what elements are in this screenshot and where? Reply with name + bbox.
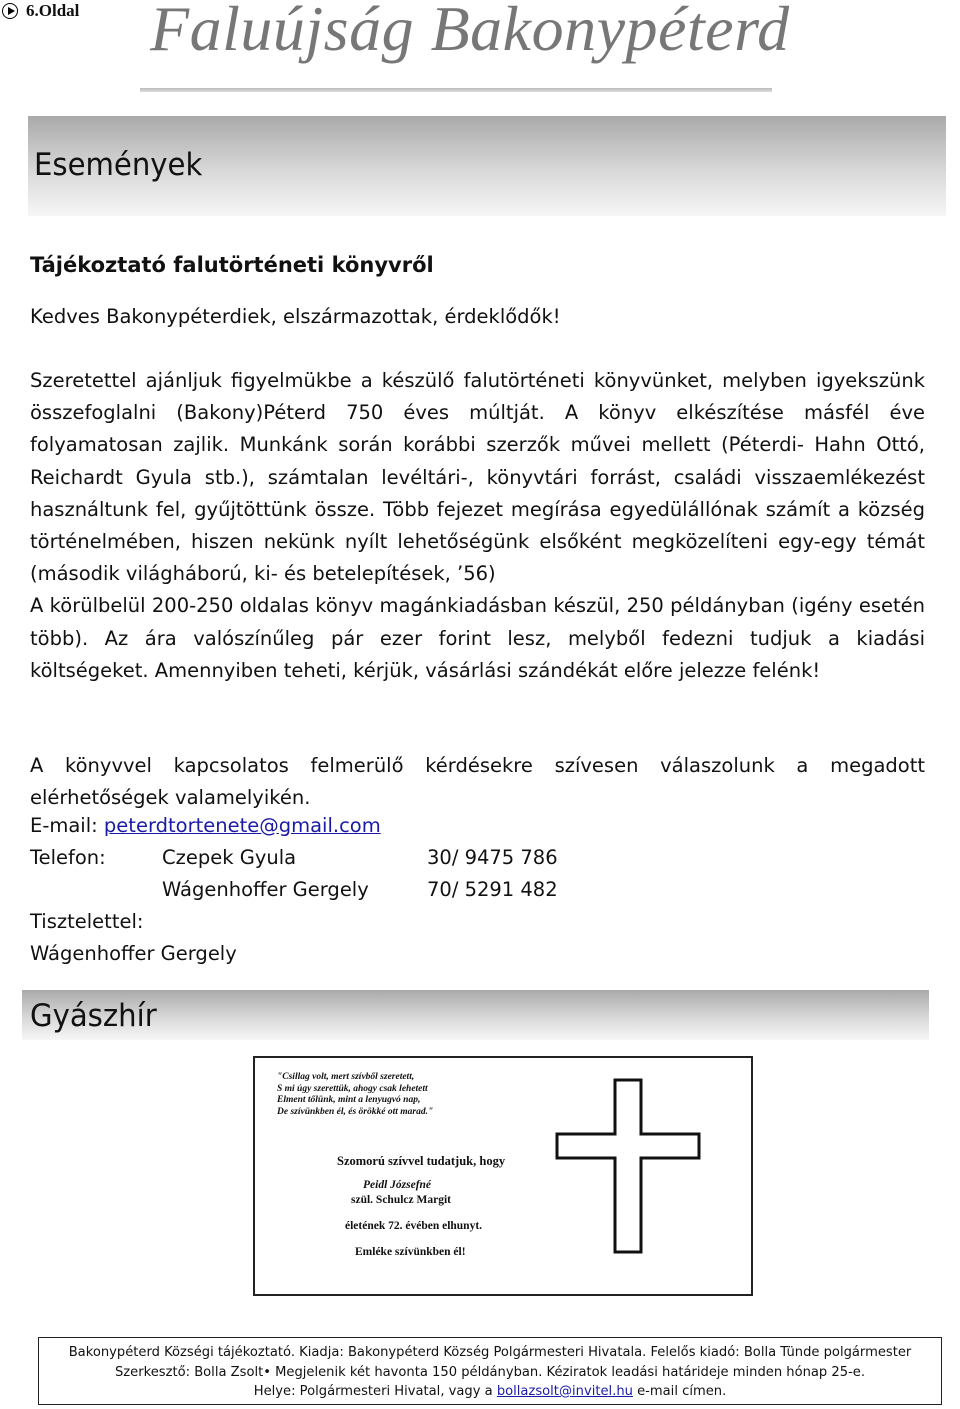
masthead-title: Faluújság Bakonypéterd bbox=[150, 0, 790, 64]
closing: Tisztelettel: bbox=[30, 910, 144, 933]
masthead-divider bbox=[140, 88, 772, 92]
obituary-section-title: Gyászhír bbox=[30, 998, 157, 1034]
poem-line: Elment tőlünk, mint a lenyugvó nap, bbox=[277, 1095, 421, 1105]
contact-phone: 70/ 5291 482 bbox=[427, 878, 558, 901]
cross-icon bbox=[553, 1076, 703, 1256]
article-greeting: Kedves Bakonypéterdiek, elszármazottak, érdeklődők! bbox=[30, 305, 561, 328]
footer-line-2 bbox=[53, 1363, 928, 1383]
email-link[interactable]: peterdtortenete@gmail.com bbox=[103, 814, 381, 837]
bullet-icon: • bbox=[263, 1363, 271, 1380]
contact-name: Wágenhoffer Gergely bbox=[162, 878, 369, 901]
footer-line-1: Bakonypéterd Községi tájékoztató. Kiadja: Bakonypéterd Község Polgármesteri Hivatala. Felelős kiadó: Bolla Tünde polgármester bbox=[68, 1344, 912, 1360]
page-number-label: 6.Oldal bbox=[26, 1, 80, 20]
poem-line: "Csillag volt, mert szívből szeretett, bbox=[277, 1072, 415, 1082]
article-body bbox=[30, 365, 925, 687]
obituary-memory: Emléke szívünkben él! bbox=[355, 1246, 466, 1258]
article-body-text: Szeretettel ajánljuk figyelmükbe a készülő falutörténeti könyvünket, melyben igyekszünk összefoglalni (Bakony)Péterd 750 éves múltját. A könyv elkészítése másfél éve folyamatosan zajlik. Munkánk során korábbi szerzők művei mellett (Péterdi- Hahn Ottó, Reichardt Gyula stb.), számtalan levéltári-, könyvtári forrást, családi visszaemlékezést használtunk fel, gyűjtöttünk össze. Több fejezet megírása egyedülállónak számít a község történelmében, hiszen nekünk nyílt lehetőségünk elsőként megközelíteni egy-egy témát (második világháború, ki- és betelepítések, ’56) bbox=[30, 369, 925, 586]
footer-email-suffix: e-mail címen. bbox=[632, 1383, 727, 1399]
obituary-announcement: Szomorú szívvel tudatjuk, hogy bbox=[337, 1154, 506, 1168]
footer-editor: Szerkesztő: Bolla Zsolt bbox=[114, 1363, 264, 1380]
deceased-name: Peidl Józsefné bbox=[363, 1179, 432, 1191]
poem-line: S mi úgy szerettük, ahogy csak lehetett bbox=[277, 1083, 428, 1094]
article-body-2: A körülbelül 200-250 oldalas könyv magánkiadásban készül, 250 példányban (igény esetén több). Az ára valószínűleg pár ezer forint lesz, melyből fedezni tudjuk a kiadási költségeket. Amennyiben teheti, kérjük, vásárlási szándékát előre jelezze felénk! bbox=[30, 594, 925, 682]
obituary-age: életének 72. évében elhunyt. bbox=[345, 1220, 483, 1232]
footer-place: Helye: Polgármesteri Hivatal, vagy a bbox=[253, 1383, 497, 1399]
email-label: E-mail: bbox=[30, 814, 98, 837]
obituary-poem bbox=[277, 1072, 433, 1118]
signature: Wágenhoffer Gergely bbox=[30, 942, 237, 965]
play-icon[interactable] bbox=[2, 3, 18, 19]
article-title: Tájékoztató falutörténeti könyvről bbox=[30, 253, 434, 277]
phone-label: Telefon: bbox=[30, 846, 106, 869]
maiden-name: szül. Schulcz Margit bbox=[351, 1194, 451, 1206]
footer-line-3 bbox=[53, 1382, 928, 1402]
footer-email-link[interactable]: bollazsolt@invitel.hu bbox=[496, 1383, 633, 1399]
events-section-title: Események bbox=[34, 147, 203, 183]
obituary-card bbox=[253, 1056, 753, 1296]
footer-frequency: Megjelenik két havonta 150 példányban. Kéziratok leadási határideje minden hónap 25-e. bbox=[270, 1363, 866, 1380]
poem-line: De szívünkben él, és örökké ott marad." bbox=[277, 1106, 434, 1117]
contact-name: Czepek Gyula bbox=[162, 846, 297, 869]
page-number bbox=[2, 1, 79, 21]
footer bbox=[38, 1337, 942, 1405]
email-line bbox=[30, 814, 381, 837]
obituary-section-band bbox=[22, 990, 929, 1040]
contact-phone: 30/ 9475 786 bbox=[427, 846, 558, 869]
article-questions: A könyvvel kapcsolatos felmerülő kérdésekre szívesen válaszolunk a megadott elérhetőségek valamelyikén. bbox=[30, 754, 925, 810]
